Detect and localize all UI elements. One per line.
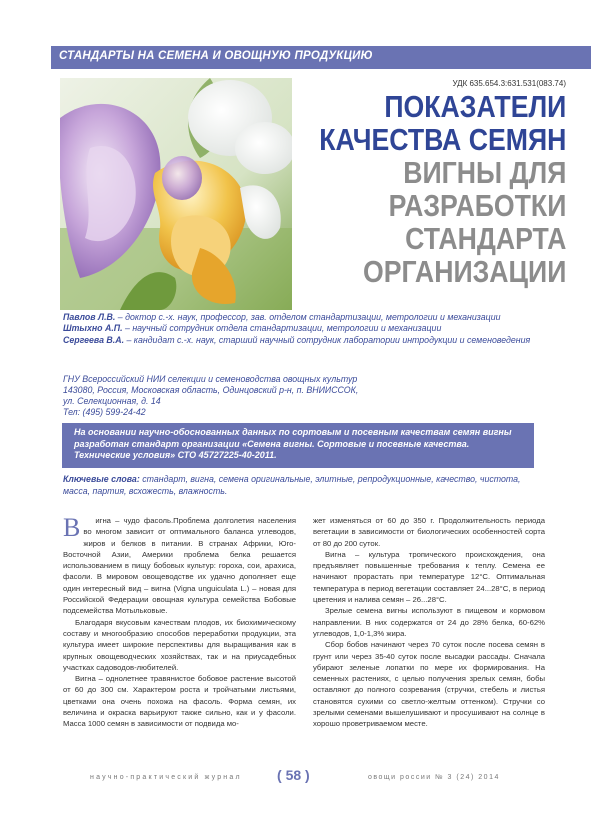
affiliation-phone: Тел: (495) 599-24-42 xyxy=(63,407,146,417)
paragraph-text: игна – чудо фасоль.Проблема долголетия населения во многом зависит от оптимального баланса углеводов, жиров и белков в питании. В странах Африки, Юго-Восточной Азии, Америки проблема белка решается использованием в пищу бобовых культур: гороха, сои, арахиса, фасоли. В мировом овощеводстве их удачно дополняет еще один интересный вид – вигна (Vigna unguiculata L.) – новая для Российской Федерации овощная культура семейства Бобовые подсемейства Мотыльковые. xyxy=(63,516,296,616)
author-name: Павлов Л.В. xyxy=(63,312,116,322)
flower-illustration xyxy=(60,78,292,310)
article-title xyxy=(319,90,566,288)
journal-issue: овощи россии № 3 (24) 2014 xyxy=(368,774,500,781)
title-line-4: РАЗРАБОТКИ xyxy=(388,188,566,223)
journal-type: научно-практический журнал xyxy=(90,774,242,781)
authors-block xyxy=(63,312,563,346)
title-line-2: КАЧЕСТВА СЕМЯН xyxy=(318,122,566,157)
body-paragraph: Вигна – культура тропического происхождения, она предъявляет повышенные требования к теплу. Семена ее начинают прорастать при температуре 12°С. Оптимальная температура в период вегетации составляет 24...28°С, в период цветения и налива семян – 26...28°С. xyxy=(313,549,545,605)
author-entry xyxy=(63,323,563,334)
flower-photo xyxy=(60,78,292,310)
author-name: Сергеева В.А. xyxy=(63,334,125,345)
abstract-text: На основании научно-обоснованных данных по сортовым и посевным качествам семян вигны разработан стандарт организации «Семена вигны. Сортовые и посевные качества. Технические условия» СТО 45727225-40-2011. xyxy=(74,427,512,461)
body-column-2 xyxy=(313,515,545,730)
title-line-1: ПОКАЗАТЕЛИ xyxy=(384,89,566,124)
affiliation-line: 143080, Россия, Московская область, Одинцовский р-н, п. ВНИИССОК, xyxy=(63,385,359,395)
keywords-block xyxy=(63,474,543,497)
udk-code: УДК 635.654.3:631.531(083.74) xyxy=(452,79,566,88)
author-desc: – научный сотрудник отдела стандартизации, метрологии и механизации xyxy=(122,323,442,334)
author-name: Штыхно А.П. xyxy=(63,323,123,334)
dropcap: В xyxy=(63,513,81,542)
keywords-text: стандарт, вигна, семена оригинальные, элитные, репродукционные, качество, чистота, масса, партия, всхожесть, влажность. xyxy=(63,474,521,496)
affiliation-line: ул. Селекционная, д. 14 xyxy=(63,396,161,406)
title-line-3: ВИГНЫ ДЛЯ xyxy=(402,155,566,190)
author-desc: – доктор с.-х. наук, профессор, зав. отделом стандартизации, метрологии и механизации xyxy=(115,312,501,322)
page-number-value: 58 xyxy=(285,767,302,783)
keywords-label: Ключевые слова: xyxy=(63,474,140,484)
body-paragraph: жет изменяться от 60 до 350 г. Продолжительность периода вегетации в зависимости от биологических особенностей сорта от 80 до 200 суток. xyxy=(313,516,545,548)
section-banner xyxy=(51,46,591,69)
author-entry xyxy=(63,312,563,323)
author-entry xyxy=(63,335,563,346)
body-column-1 xyxy=(63,515,296,730)
body-paragraph: Зрелые семена вигны используют в пищевом и кормовом направлении. В них содержатся от 24 до 28% белка, 60-62% углеводов, 1,0-1,3% жира. xyxy=(313,606,545,638)
body-paragraph: Вигна – однолетнее травянистое бобовое растение высотой от 60 до 300 см. Характером роста и тройчатыми листьями, цветками она очень похожа на фасоль. Форма семян, их величина и окраска варьируют также сильно, как и у фасоли. Масса 1000 семян в зависимости от подвида мо- xyxy=(63,674,296,729)
author-desc: – кандидат с.-х. наук, старший научный сотрудник лаборатории интродукции и семеноведения xyxy=(124,334,531,345)
affiliation-line: ГНУ Всероссийский НИИ селекции и семеноводства овощных культур xyxy=(63,374,358,384)
abstract-box xyxy=(62,423,534,468)
body-paragraph: Благодаря вкусовым качествам плодов, их биохимическому составу и многообразию способов переработки продукции, эта культура имеет широкие перспективы для выращивания как в крупных овощеводческих хозяйствах, так и на приусадебных участках садоводов-любителей. xyxy=(63,617,296,672)
body-paragraph xyxy=(63,515,296,617)
section-title: СТАНДАРТЫ НА СЕМЕНА И ОВОЩНУЮ ПРОДУКЦИЮ xyxy=(59,50,373,62)
body-paragraph: Сбор бобов начинают через 70 суток после посева семян в грунт или через 35-40 суток после высадки рассады. Сначала убирают зеленые лопатки по мере их формирования. На семенных растениях, с целью получения зрелых семян, бобы оставляют до полного созревания (стручки, стебель и листья становятся сухими со светло-желтым оттенком). Стручки со зрелыми семенами вышелушивают и просушивают на солнце в хорошо проветриваемом месте. xyxy=(313,640,545,729)
title-line-6: ОРГАНИЗАЦИИ xyxy=(362,254,566,289)
page-number: ( 58 ) xyxy=(277,767,310,783)
title-line-5: СТАНДАРТА xyxy=(404,221,566,256)
affiliation-block xyxy=(63,374,393,418)
keywords-paragraph xyxy=(63,474,543,497)
